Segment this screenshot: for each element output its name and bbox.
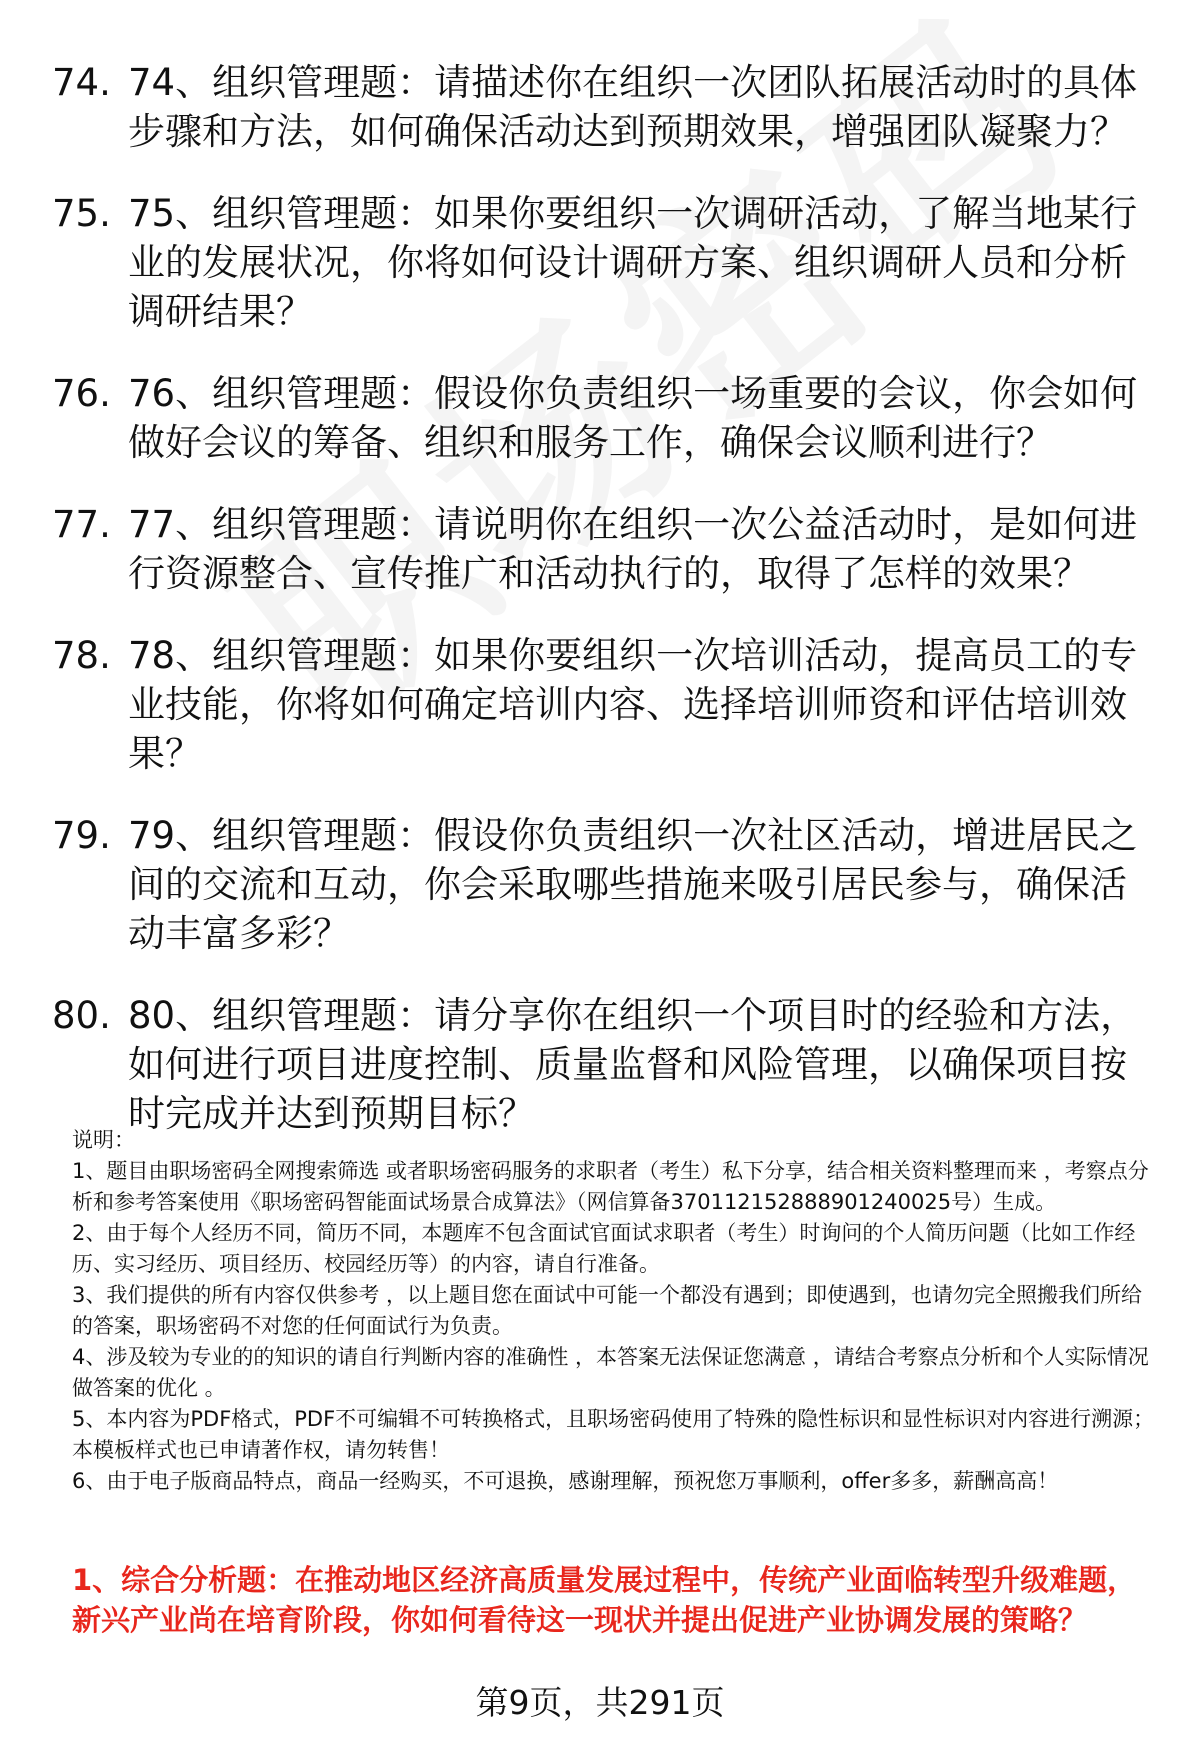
note-item: 2、由于每个人经历不同，简历不同，本题库不包含面试官面试求职者（考生）时询问的个人简历问题（比如工作经历、实习经历、项目经历、校园经历等）的内容，请自行准备。: [72, 1221, 1136, 1276]
note-item: 6、由于电子版商品特点，商品一经购买，不可退换，感谢理解，预祝您万事顺利，offer多多，薪酬高高！: [72, 1469, 1059, 1493]
question-number: 78.: [52, 634, 111, 677]
note-item: 1、题目由职场密码全网搜索筛选 或者职场密码服务的求职者（考生）私下分享，结合相关资料整理而来 ，考察点分析和参考答案使用《职场密码智能面试场景合成算法》（网信算备370112152888901240025号）生成。: [72, 1159, 1149, 1214]
highlight-question: 1、综合分析题：在推动地区经济高质量发展过程中，传统产业面临转型升级难题，新兴产业尚在培育阶段，你如何看待这一现状并提出促进产业协调发展的策略？: [72, 1563, 1137, 1637]
question-item: [52, 631, 1152, 778]
question-number: 79.: [52, 814, 111, 857]
notes-section: [72, 1125, 1160, 1497]
question-number: 76.: [52, 372, 111, 415]
question-item: [52, 369, 1152, 467]
question-text: 79、组织管理题：假设你负责组织一次社区活动，增进居民之间的交流和互动，你会采取哪些措施来吸引居民参与，确保活动丰富多彩？: [128, 814, 1138, 955]
note-item: 3、我们提供的所有内容仅供参考 ，以上题目您在面试中可能一个都没有遇到；即使遇到，也请勿完全照搬我们所给的答案，职场密码不对您的任何面试行为负责。: [72, 1283, 1143, 1338]
question-text: 80、组织管理题：请分享你在组织一个项目时的经验和方法，如何进行项目进度控制、质量监督和风险管理，以确保项目按时完成并达到预期目标？: [128, 994, 1138, 1135]
question-item: [52, 811, 1152, 958]
question-text: 74、组织管理题：请描述你在组织一次团队拓展活动时的具体步骤和方法，如何确保活动达到预期效果，增强团队凝聚力？: [128, 61, 1138, 153]
question-number: 77.: [52, 503, 111, 546]
question-item: [52, 991, 1152, 1138]
question-item: [52, 500, 1152, 598]
question-item: [52, 58, 1152, 156]
notes-heading: 说明：: [72, 1128, 135, 1152]
question-text: 75、组织管理题：如果你要组织一次调研活动，了解当地某行业的发展状况，你将如何设计调研方案、组织调研人员和分析调研结果？: [128, 192, 1138, 333]
question-text: 77、组织管理题：请说明你在组织一次公益活动时，是如何进行资源整合、宣传推广和活动执行的，取得了怎样的效果？: [128, 503, 1138, 595]
question-text: 76、组织管理题：假设你负责组织一场重要的会议，你会如何做好会议的筹备、组织和服务工作，确保会议顺利进行？: [128, 372, 1138, 464]
question-text: 78、组织管理题：如果你要组织一次培训活动，提高员工的专业技能，你将如何确定培训内容、选择培训师资和评估培训效果？: [128, 634, 1138, 775]
question-item: [52, 189, 1152, 336]
note-item: 4、涉及较为专业的的知识的请自行判断内容的准确性 ，本答案无法保证您满意 ，请结合考察点分析和个人实际情况做答案的优化 。: [72, 1345, 1149, 1400]
question-number: 75.: [52, 192, 111, 235]
page-footer: 第9页，共291页: [475, 1683, 725, 1722]
note-item: 5、本内容为PDF格式，PDF不可编辑不可转换格式，且职场密码使用了特殊的隐性标识和显性标识对内容进行溯源；本模板样式也已申请著作权，请勿转售！: [72, 1407, 1155, 1462]
question-list: [52, 58, 1152, 1171]
question-number: 74.: [52, 61, 111, 104]
question-number: 80.: [52, 994, 111, 1037]
